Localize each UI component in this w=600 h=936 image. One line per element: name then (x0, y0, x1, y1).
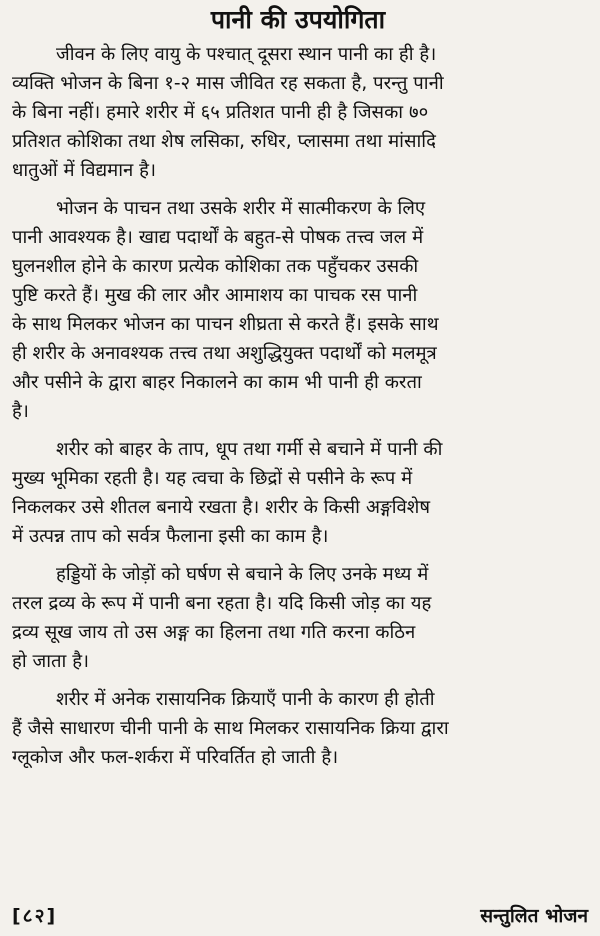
paragraph-line: द्रव्य सूख जाय तो उस अङ्ग का हिलना तथा गति करना कठिन (12, 622, 416, 643)
paragraph-4 (12, 560, 584, 676)
paragraph-line: के साथ मिलकर भोजन का पाचन शीघ्रता से करते हैं। इसके साथ (12, 314, 439, 335)
paragraph-3 (12, 435, 584, 551)
paragraph-line: निकलकर उसे शीतल बनाये रखता है। शरीर के किसी अङ्गविशेष (12, 497, 431, 518)
page-footer (12, 900, 588, 930)
paragraph-line: पानी आवश्यक है। खाद्य पदार्थों के बहुत-से पोषक तत्त्व जल में (12, 227, 424, 248)
paragraph-line: के बिना नहीं। हमारे शरीर में ६५ प्रतिशत पानी ही है जिसका ७० (12, 102, 429, 123)
paragraph-line: और पसीने के द्वारा बाहर निकालने का काम भी पानी ही करता (12, 372, 422, 393)
paragraph-line: घुलनशील होने के कारण प्रत्येक कोशिका तक पहुँचकर उसकी (12, 256, 419, 277)
paragraph-line: शरीर को बाहर के ताप, धूप तथा गर्मी से बचाने में पानी की (56, 439, 443, 460)
paragraph-1 (12, 40, 584, 185)
paragraph-line: जीवन के लिए वायु के पश्चात् दूसरा स्थान पानी का ही है। (56, 44, 437, 65)
paragraph-line: हो जाता है। (12, 651, 90, 672)
paragraph-line: पुष्टि करते हैं। मुख की लार और आमाशय का पाचक रस पानी (12, 285, 418, 306)
paragraph-5 (12, 685, 584, 772)
paragraph-line: में उत्पन्न ताप को सर्वत्र फैलाना इसी का काम है। (12, 526, 329, 547)
paragraph-line: हड्डियों के जोड़ों को घर्षण से बचाने के लिए उनके मध्य में (56, 564, 429, 585)
body-text (12, 40, 584, 772)
paragraph-line: है। (12, 401, 29, 422)
paragraph-line: धातुओं में विद्यमान है। (12, 160, 157, 181)
paragraph-line: ही शरीर के अनावश्यक तत्त्व तथा अशुद्धियुक्त पदार्थों को मलमूत्र (12, 343, 437, 364)
paragraph-line: शरीर में अनेक रासायनिक क्रियाएँ पानी के कारण ही होती (56, 689, 435, 710)
page-number: [८२] (12, 905, 58, 927)
paragraph-2 (12, 194, 584, 426)
paragraph-line: मुख्य भूमिका रहती है। यह त्वचा के छिद्रों से पसीने के रूप में (12, 468, 413, 489)
paragraph-line: व्यक्ति भोजन के बिना १-२ मास जीवित रह सकता है, परन्तु पानी (12, 73, 444, 94)
paragraph-line: हैं जैसे साधारण चीनी पानी के साथ मिलकर रासायनिक क्रिया द्वारा (12, 718, 449, 739)
paragraph-line: भोजन के पाचन तथा उसके शरीर में सात्मीकरण के लिए (56, 198, 426, 219)
paragraph-line: प्रतिशत कोशिका तथा शेष लसिका, रुधिर, प्लासमा तथा मांसादि (12, 131, 436, 152)
book-title: सन्तुलित भोजन (480, 905, 588, 927)
page-title: पानी की उपयोगिता (210, 5, 386, 34)
paragraph-line: तरल द्रव्य के रूप में पानी बना रहता है। यदि किसी जोड़ का यह (12, 593, 432, 614)
paragraph-line: ग्लूकोज और फल-शर्करा में परिवर्तित हो जाती है। (12, 747, 339, 768)
